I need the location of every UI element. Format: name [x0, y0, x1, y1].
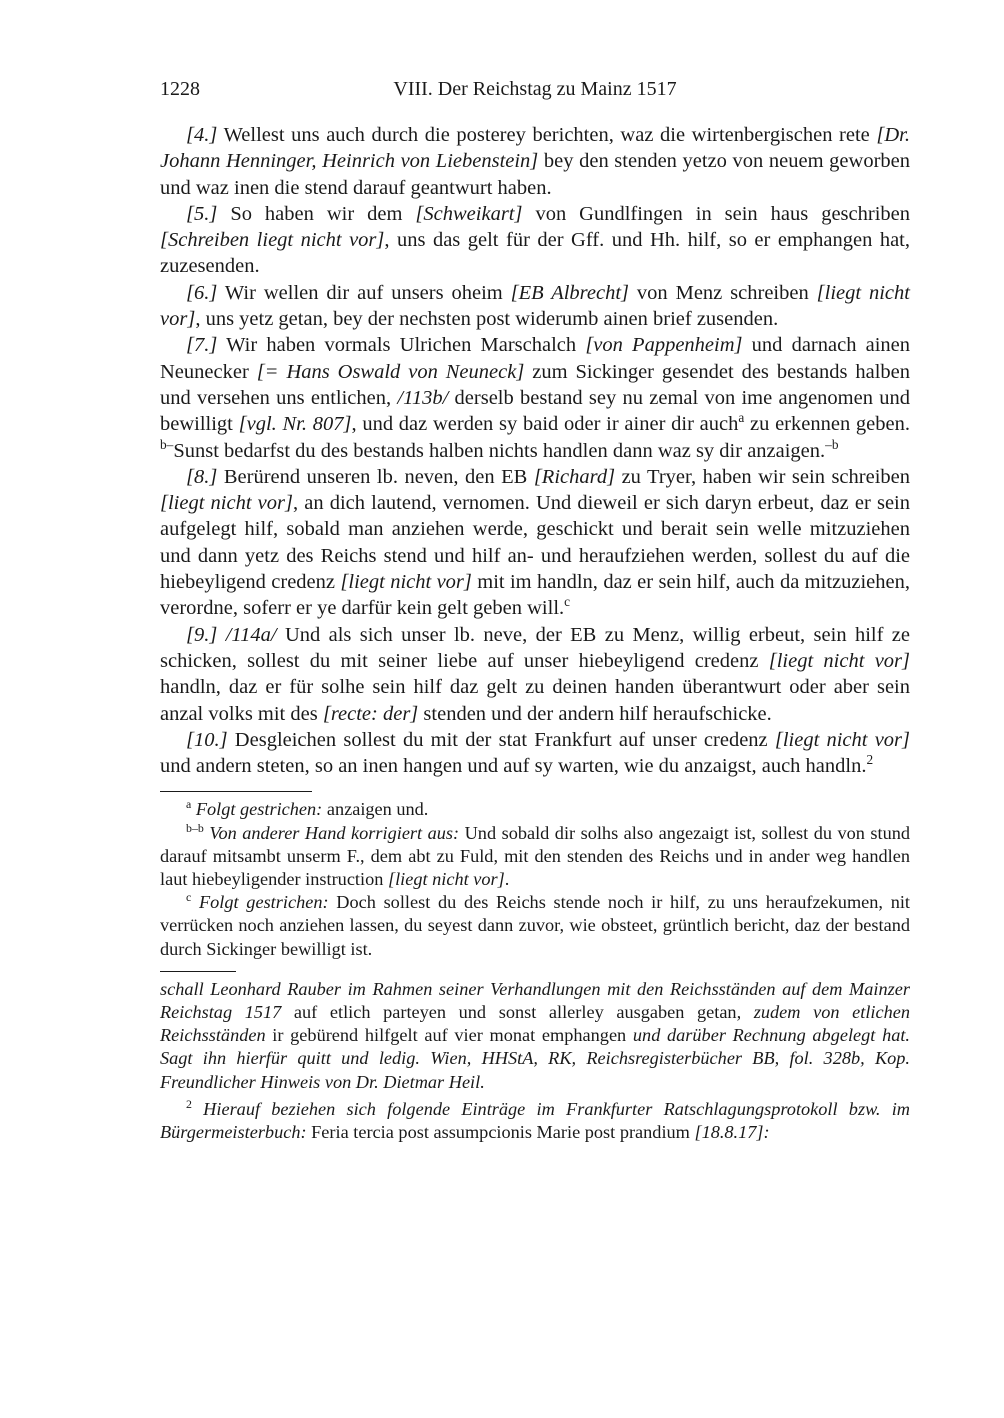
running-title: VIII. Der Reichstag zu Mainz 1517	[393, 78, 677, 100]
italic-span: [liegt nicht vor]	[160, 492, 293, 515]
italic-span: [8.]	[186, 465, 218, 488]
paragraph	[160, 727, 910, 780]
note-marker: c	[564, 594, 571, 610]
paragraph	[160, 622, 910, 727]
text-span: von Gundlfingen in sein haus geschriben	[522, 202, 910, 225]
text-span: Desgleichen sollest du mit der stat Frankfurt auf unser credenz	[227, 728, 775, 751]
text-span: zu erkennen geben.	[744, 413, 911, 436]
text-span: Und als sich unser lb. neve, der EB zu Menz, willig erbeut, sein hilf ze schicken, sollest du mit seiner liebe auf unser hiebeyligend credenz	[160, 623, 910, 672]
italic-span: [EB Albrecht]	[510, 281, 630, 304]
footnote	[160, 822, 910, 892]
italic-span: [recte: der]	[322, 702, 419, 725]
paragraph	[160, 201, 910, 280]
commentary-notes	[160, 978, 910, 1144]
italic-span: [liegt nicht vor]	[387, 869, 505, 890]
text-span	[192, 1099, 203, 1119]
italic-span: und darüber Rechnung abgelegt hat. Sagt ihn hierfür quitt und ledig. Wien, HHStA, RK, Reichsregisterbücher BB, fol. 328b, Kop. Freundlicher Hinweis von Dr. Dietmar Heil.	[160, 1025, 910, 1092]
text-span: Und sobald dir solhs also angezaigt ist, sollest du von stund darauf mitsambt unserm F., dem abt zu Fuld, mit den stenden des Reichs und in ander weg handlen laut hiebeyligender instruction	[160, 822, 910, 890]
italic-span: [Schweikart]	[415, 202, 523, 225]
italic-span: [= Hans Oswald von Neuneck]	[256, 360, 525, 383]
text-span: Feria tercia post assumpcionis Marie post prandium	[306, 1122, 695, 1143]
footnote	[160, 798, 910, 821]
note-marker: b–b	[186, 820, 204, 835]
text-span: Wir haben vormals Ulrichen Marschalch	[217, 334, 586, 357]
text-span: Berürend unseren lb. neven, den EB	[217, 465, 534, 488]
text-span: und andern steten, so an inen hangen und auf sy warten, wie du anzaigst, auch handln.	[160, 755, 867, 778]
italic-span: [Richard]	[533, 465, 616, 488]
text-span: auf etlich parteyen und sonst allerley ausgaben getan	[281, 1002, 737, 1023]
italic-span: Folgt gestrichen:	[199, 892, 329, 913]
italic-span: Hierauf beziehen sich folgende Einträge im Frankfurter Ratschlagungsprotokoll bzw. im Bürgermeisterbuch:	[160, 1098, 910, 1143]
note-marker: a	[186, 797, 192, 812]
text-span: .	[504, 869, 510, 890]
document-page	[160, 78, 910, 1148]
text-span	[191, 892, 199, 912]
italic-span: [von Pappenheim]	[585, 334, 743, 357]
italic-span: [7.]	[186, 334, 218, 357]
paragraph	[160, 332, 910, 463]
text-span: mit im handln, daz er sein hilf, auch da mitzuziehen, verordne, soferr er ye darfür kein gelt geben will.	[160, 571, 910, 620]
italic-span: schall Leonhard Rauber im Rahmen seiner Verhandlungen mit den Reichsständen auf dem Mainzer Reichstag 1517	[160, 978, 910, 1023]
paragraph	[160, 122, 910, 201]
text-span: zum Sickinger gesendet des bestands halben und versehen uns entlichen,	[160, 360, 910, 409]
text-span: Wellest uns auch durch die posterey berichten, waz die wirtenbergischen rete	[217, 124, 877, 146]
italic-span: [6.]	[186, 281, 218, 304]
text-span: und darnach ainen Neunecker	[160, 334, 910, 383]
italic-span: [liegt nicht vor]	[160, 281, 910, 331]
text-span: handln, daz er für solhe sein hilf daz gelt zu deinen handen überantwurt oder aber sein anzal volks mit des	[160, 676, 910, 725]
text-span: , und daz werden sy baid oder ir ainer dir auch	[351, 413, 739, 436]
text-span: zu Tryer, haben wir sein schreiben	[615, 465, 910, 488]
text-span: ir gebürend hilfgelt auf vier monat emphangen	[265, 1025, 633, 1046]
running-header	[160, 78, 910, 108]
text-critical-notes	[160, 798, 910, 960]
paragraph	[160, 280, 910, 333]
note-marker: b–	[160, 436, 174, 452]
footnote	[160, 891, 910, 961]
note-marker: a	[738, 410, 745, 426]
text-span: Wir wellen dir auf unsers oheim	[217, 281, 511, 304]
italic-span: Von anderer Hand korrigiert aus:	[209, 822, 460, 843]
text-span: stenden und der andern hilf heraufschicke.	[418, 702, 772, 725]
text-span: So haben wir dem	[217, 202, 416, 225]
italic-span: [liegt nicht vor]	[774, 728, 910, 751]
italic-span: [liegt nicht vor]	[340, 571, 472, 594]
italic-span: , zudem von etlichen Reichsständen	[160, 1002, 910, 1046]
italic-span: /113b/	[397, 386, 449, 409]
italic-span: [18.8.17]:	[694, 1122, 770, 1143]
italic-span: [5.]	[186, 202, 218, 225]
note-marker: –b	[825, 436, 839, 452]
italic-span: [4.]	[186, 124, 218, 146]
italic-span: Folgt gestrichen:	[195, 799, 323, 820]
text-span: , uns yetz getan, bey der nechsten post widerumb ainen brief zusenden.	[195, 308, 779, 331]
italic-span: [vgl. Nr. 807]	[238, 413, 352, 436]
text-span: , an dich lautend, vernomen. Und dieweil er sich daryn erbeut, daz er sein aufgelegt hilf, sobald man anziehen werde, geschickt und berait sein welle mitzuziehen und dann yetz des Reichs stend und hilf an- und heraufziehen werden, sollest du auf die hiebeyligend credenz	[160, 492, 910, 594]
italic-span: [9.] /114a/	[186, 623, 277, 646]
note-marker: 2	[186, 1096, 192, 1111]
text-span: anzaigen und.	[322, 799, 429, 820]
text-span: , uns das gelt für der Gff. und Hh. hilf, so er emphangen hat, zuzesenden.	[160, 229, 910, 278]
text-span: derselb bestand sey nu zemal von ime angenomen und bewilligt	[160, 386, 910, 436]
italic-span: [liegt nicht vor]	[768, 649, 910, 672]
text-span: Doch sollest du des Reichs stende noch ir hilf, zu uns heraufzekumen, nit verrücken noch anziehen lassen, du seyest dann zuvor, wie obsteet, grüntlich bericht, daz der bestand durch Sickinger bewilligt ist.	[160, 892, 910, 959]
italic-span: [Schreiben liegt nicht vor]	[160, 229, 385, 252]
italic-span: [10.]	[186, 728, 228, 751]
commentary-note	[160, 1098, 910, 1144]
page-number: 1228	[160, 78, 200, 100]
main-text	[160, 122, 910, 779]
footnote-separator	[160, 791, 312, 792]
text-span: von Menz schreiben	[629, 281, 817, 304]
italic-span: [Dr. Johann Henninger, Heinrich von Liebenstein]	[160, 124, 910, 173]
note-marker: 2	[866, 752, 874, 768]
text-span: Sunst bedarfst du des bestands halben nichts handlen dann waz sy dir anzaigen.	[173, 439, 826, 462]
text-span: bey den stenden yetzo von neuem geworben und waz inen die stend darauf geantwurt haben.	[160, 150, 910, 199]
commentary-separator	[160, 971, 236, 972]
note-marker: c	[186, 890, 192, 905]
paragraph	[160, 464, 910, 622]
commentary-note	[160, 978, 910, 1094]
